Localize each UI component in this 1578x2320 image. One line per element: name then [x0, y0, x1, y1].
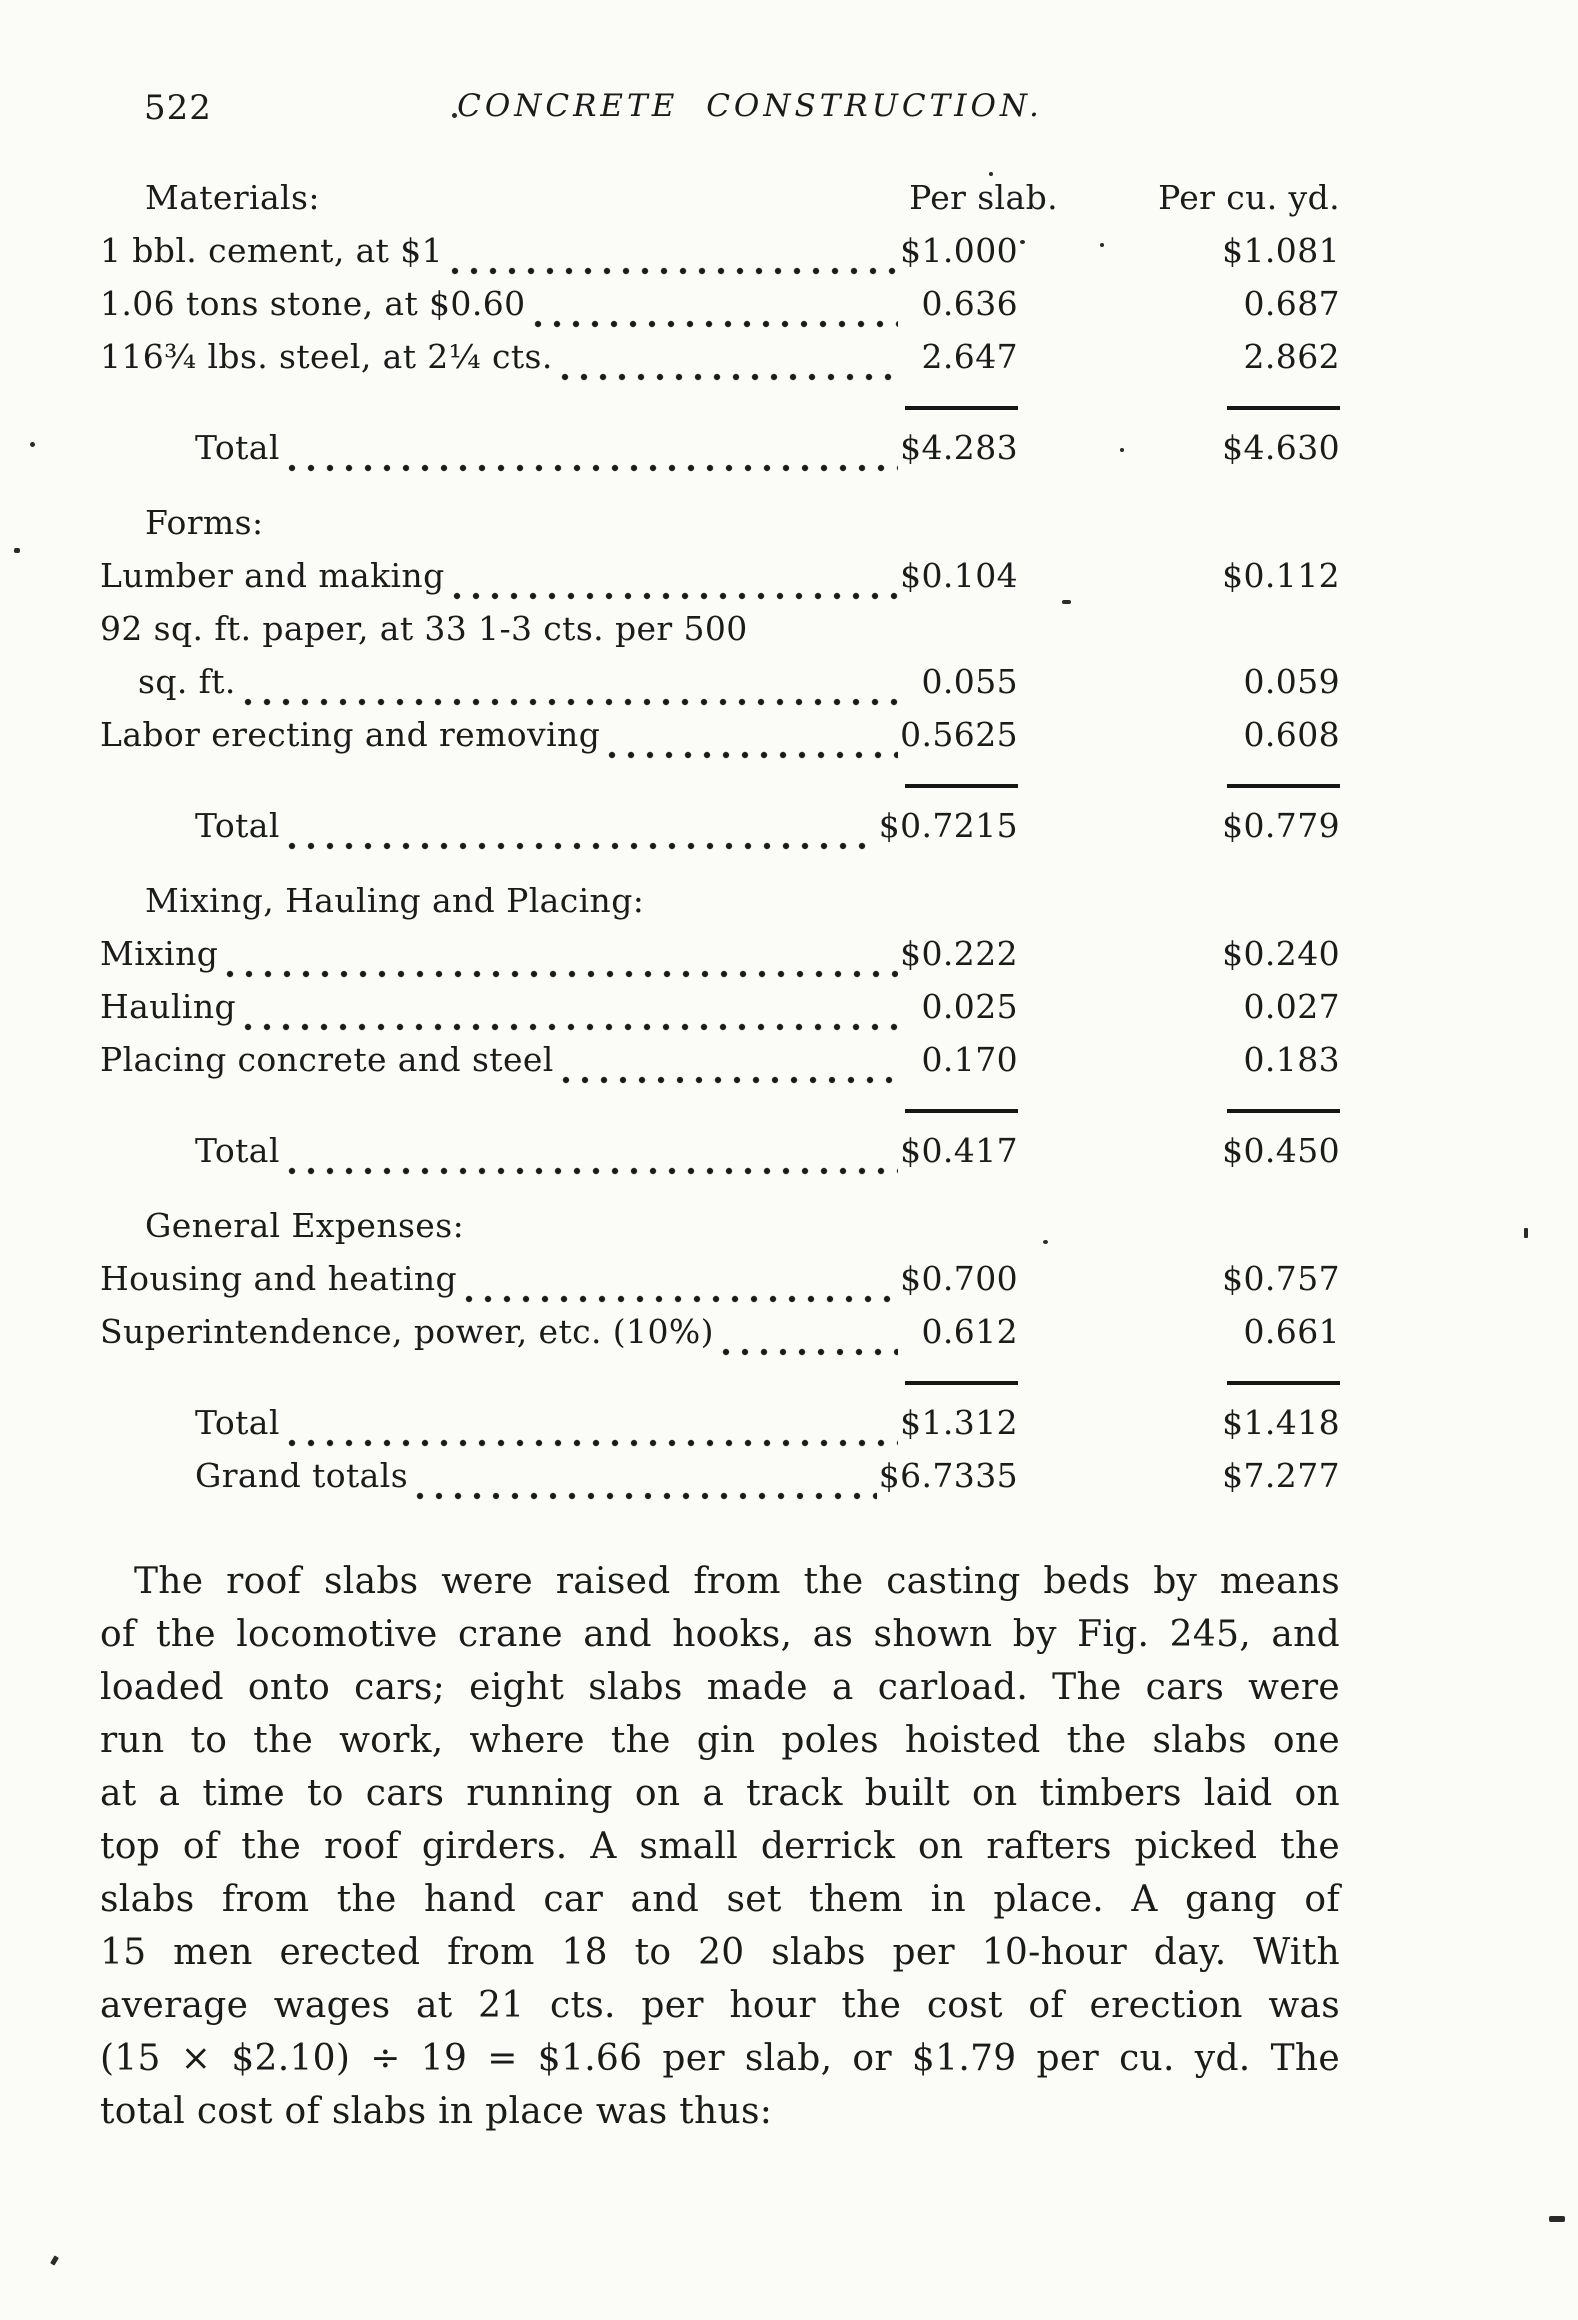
- row-label: Housing and heating: [100, 1259, 458, 1298]
- per-slab-value: $0.700: [900, 1259, 1018, 1298]
- per-cu-yd-total: $1.418: [1222, 1403, 1340, 1442]
- per-slab-rule: [905, 1381, 1018, 1389]
- total-row: [100, 428, 1340, 481]
- row-label: 1 bbl. cement, at $1: [100, 231, 444, 270]
- table-row: [100, 1040, 1340, 1093]
- per-slab-value: $1.000: [900, 231, 1018, 270]
- dot-leader: [288, 1439, 898, 1447]
- per-slab-value: 2.647: [921, 337, 1018, 376]
- row-label: 1.06 tons stone, at $0.60: [100, 284, 526, 323]
- scan-speck: [1524, 1228, 1528, 1238]
- per-slab-value: 0.025: [921, 987, 1018, 1026]
- scan-speck: [1020, 240, 1025, 244]
- dot-leader: [288, 464, 898, 472]
- table-row: [100, 337, 1340, 390]
- row-label: Hauling: [100, 987, 236, 1026]
- total-label: Total: [195, 1131, 280, 1170]
- per-slab-value: 0.5625: [900, 715, 1018, 754]
- dot-leader: [562, 1076, 898, 1084]
- paragraph-line: of the locomotive crane and hooks, as shown by Fig. 245, and: [100, 1614, 1340, 1655]
- dot-leader: [288, 842, 877, 850]
- dot-leader: [451, 267, 898, 275]
- dot-leader: [722, 1348, 898, 1356]
- per-slab-value: $0.104: [900, 556, 1018, 595]
- table-row: [100, 1259, 1340, 1312]
- per-cu-yd-value: 2.862: [1243, 337, 1340, 376]
- per-slab-value: 0.055: [921, 662, 1018, 701]
- per-cu-yd-rule: [1227, 1109, 1340, 1117]
- table-row: [100, 556, 1340, 609]
- section-heading-general-expenses: [100, 1206, 1340, 1259]
- per-cu-yd-total: $4.630: [1222, 428, 1340, 467]
- per-cu-yd-value: $0.240: [1222, 934, 1340, 973]
- per-cu-yd-value: 0.608: [1243, 715, 1340, 754]
- dot-leader: [288, 1167, 898, 1175]
- column-rules: [100, 406, 1340, 414]
- paragraph-line: slabs from the hand car and set them in place. A gang of: [100, 1879, 1340, 1920]
- paragraph-line: (15 × $2.10) ÷ 19 = $1.66 per slab, or $1.79 per cu. yd. The: [100, 2038, 1340, 2079]
- column-header-per-cu-yd: Per cu. yd.: [1158, 178, 1340, 217]
- column-rules: [100, 1109, 1340, 1117]
- per-slab-value: $0.222: [900, 934, 1018, 973]
- row-label: 116¾ lbs. steel, at 2¼ cts.: [100, 337, 553, 376]
- dot-leader: [608, 751, 898, 759]
- per-slab-total: $0.417: [900, 1131, 1018, 1170]
- section-heading-forms: [100, 503, 1340, 556]
- total-label: Total: [195, 1403, 280, 1442]
- scan-speck: [452, 113, 457, 118]
- per-cu-yd-total: $0.450: [1222, 1131, 1340, 1170]
- row-label: sq. ft.: [138, 662, 236, 701]
- paragraph-line: at a time to cars running on a track built on timbers laid on: [100, 1773, 1340, 1814]
- row-label: Lumber and making: [100, 556, 445, 595]
- per-cu-yd-total: $0.779: [1222, 806, 1340, 845]
- scan-speck: [1062, 600, 1071, 604]
- per-cu-yd-value: 0.687: [1243, 284, 1340, 323]
- per-slab-total: $0.7215: [878, 806, 1018, 845]
- section-heading-label: Mixing, Hauling and Placing:: [145, 881, 645, 920]
- table-row-wrapped-first-line: [100, 609, 1340, 662]
- table-row: [100, 715, 1340, 768]
- table-row: [100, 987, 1340, 1040]
- paragraph-line: average wages at 21 cts. per hour the cost of erection was: [100, 1985, 1340, 2026]
- scan-speck: [50, 2255, 59, 2265]
- row-label: 92 sq. ft. paper, at 33 1-3 cts. per 500: [100, 609, 748, 648]
- per-slab-value: 0.612: [921, 1312, 1018, 1351]
- total-row: [100, 1131, 1340, 1184]
- scan-speck: [989, 172, 993, 176]
- table-row: [100, 284, 1340, 337]
- dot-leader: [453, 592, 898, 600]
- per-cu-yd-value: $1.081: [1222, 231, 1340, 270]
- dot-leader: [226, 970, 898, 978]
- total-label: Total: [195, 428, 280, 467]
- scan-speck: [1100, 243, 1104, 247]
- per-slab-value: 0.170: [921, 1040, 1018, 1079]
- paragraph-line: 15 men erected from 18 to 20 slabs per 10-hour day. With: [100, 1932, 1340, 1973]
- table-row: [100, 1312, 1340, 1365]
- table-row-wrapped-second-line: [100, 662, 1340, 715]
- paragraph-line: run to the work, where the gin poles hoisted the slabs one: [100, 1720, 1340, 1761]
- book-page: [100, 0, 1340, 2138]
- dot-leader: [465, 1295, 898, 1303]
- per-slab-total: $4.283: [900, 428, 1018, 467]
- paragraph-line: top of the roof girders. A small derrick on rafters picked the: [100, 1826, 1340, 1867]
- dot-leader: [244, 1023, 898, 1031]
- table-row: [100, 934, 1340, 987]
- per-cu-yd-value: $0.112: [1222, 556, 1340, 595]
- row-label: Labor erecting and removing: [100, 715, 601, 754]
- per-slab-rule: [905, 406, 1018, 414]
- column-rules: [100, 1381, 1340, 1389]
- paragraph-line: total cost of slabs in place was thus:: [100, 2091, 773, 2132]
- per-cu-yd-rule: [1227, 784, 1340, 792]
- scan-speck: [1549, 2216, 1565, 2222]
- section-heading-label: Forms:: [145, 503, 264, 542]
- per-slab-rule: [905, 784, 1018, 792]
- per-cu-yd-value: 0.059: [1243, 662, 1340, 701]
- total-row: [100, 806, 1340, 859]
- total-label: Total: [195, 806, 280, 845]
- row-label: Superintendence, power, etc. (10%): [100, 1312, 714, 1351]
- scan-speck: [1043, 1240, 1048, 1244]
- per-slab-grand-total: $6.7335: [878, 1456, 1018, 1495]
- section-heading-label: Materials:: [145, 178, 320, 217]
- dot-leader: [534, 320, 899, 328]
- grand-total-row: [100, 1456, 1340, 1509]
- running-title: CONCRETE CONSTRUCTION.: [457, 88, 1043, 124]
- section-heading-label: General Expenses:: [145, 1206, 465, 1245]
- grand-total-label: Grand totals: [195, 1456, 409, 1495]
- per-slab-value: 0.636: [921, 284, 1018, 323]
- total-row: [100, 1403, 1340, 1456]
- dot-leader: [244, 698, 898, 706]
- row-label: Placing concrete and steel: [100, 1040, 554, 1079]
- row-label: Mixing: [100, 934, 219, 973]
- per-cu-yd-grand-total: $7.277: [1222, 1456, 1340, 1495]
- section-heading-mixing: [100, 881, 1340, 934]
- scan-speck: [30, 442, 35, 447]
- paragraph-line: loaded onto cars; eight slabs made a carload. The cars were: [100, 1667, 1340, 1708]
- cost-table: [100, 178, 1340, 1509]
- scan-speck: [14, 548, 20, 553]
- per-slab-total: $1.312: [900, 1403, 1018, 1442]
- column-header-per-slab: Per slab.: [909, 178, 1058, 217]
- per-slab-rule: [905, 1109, 1018, 1117]
- page-number: 522: [144, 88, 212, 128]
- table-row: [100, 231, 1340, 284]
- per-cu-yd-value: $0.757: [1222, 1259, 1340, 1298]
- per-cu-yd-rule: [1227, 1381, 1340, 1389]
- per-cu-yd-rule: [1227, 406, 1340, 414]
- per-cu-yd-value: 0.661: [1243, 1312, 1340, 1351]
- per-cu-yd-value: 0.183: [1243, 1040, 1340, 1079]
- body-paragraph: [100, 1555, 1340, 2138]
- per-cu-yd-value: 0.027: [1243, 987, 1340, 1026]
- dot-leader: [416, 1492, 877, 1500]
- dot-leader: [561, 373, 898, 381]
- column-rules: [100, 784, 1340, 792]
- section-heading-materials: [100, 178, 1340, 231]
- scan-speck: [1120, 448, 1124, 452]
- page-header: [100, 88, 1340, 132]
- paragraph-line: The roof slabs were raised from the casting beds by means: [134, 1561, 1340, 1602]
